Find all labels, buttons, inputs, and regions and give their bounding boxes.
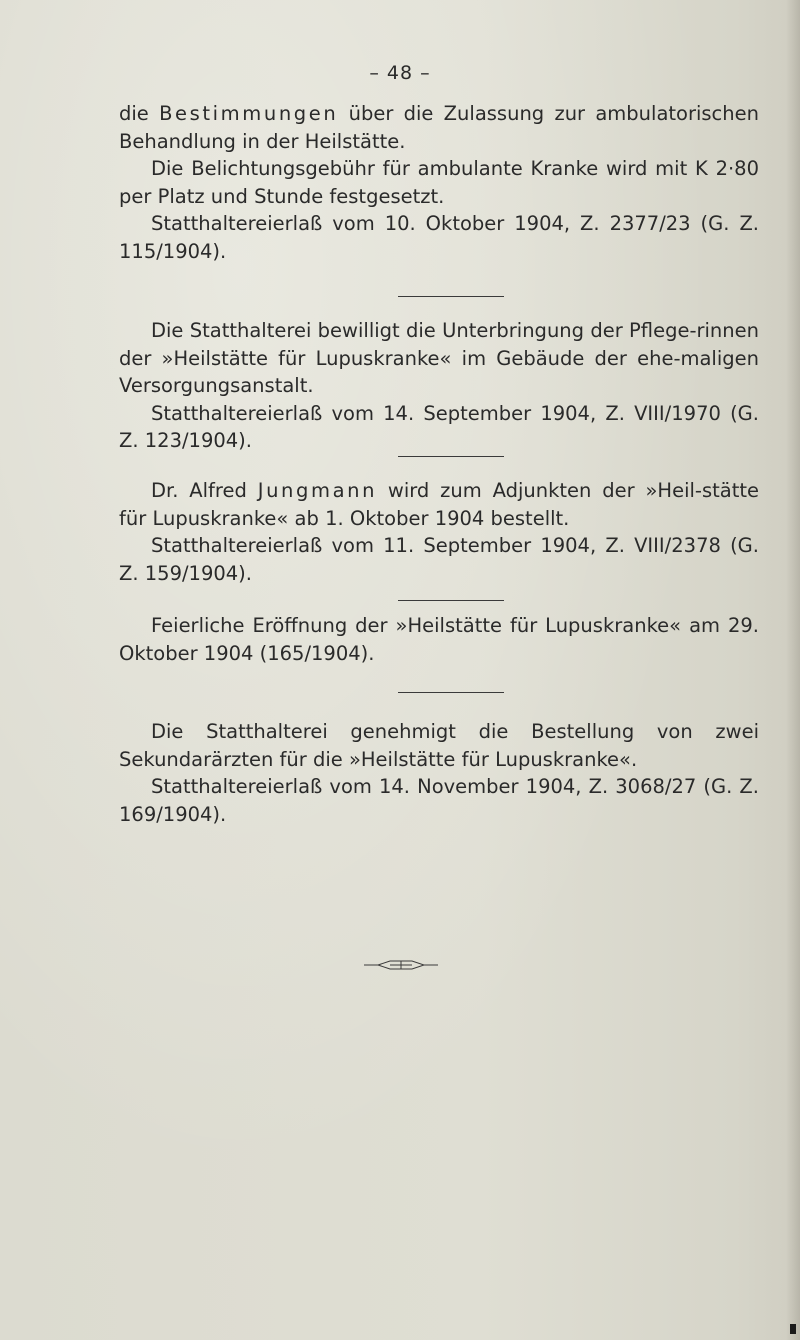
end-ornament-icon [364, 958, 438, 972]
paragraph-decree-reference: Statthaltereierlaß vom 14. November 1904, Z. 3068/27 (G. Z. 169/1904). [119, 775, 759, 826]
paragraph-regulations [119, 100, 759, 155]
text-segment: Dr. Alfred [151, 479, 258, 502]
page-edge-shadow [786, 0, 800, 1340]
section-secondary-physicians [119, 718, 759, 828]
paragraph-decree-reference: Statthaltereierlaß vom 10. Oktober 1904, Z. 2377/23 (G. Z. 115/1904). [119, 212, 759, 263]
paragraph-decree-reference: Statthaltereierlaß vom 11. September 1904, Z. VIII/2378 (G. Z. 159/1904). [119, 534, 759, 585]
text-segment: wird zum Adjunkten der »Heil-stätte für Lupuskranke« ab 1. Oktober 1904 bestellt. [119, 479, 759, 530]
section-adjunct-appointment [119, 477, 759, 587]
section-nurses-accommodation [119, 317, 759, 455]
paragraph-appointment [119, 477, 759, 532]
paragraph-accommodation: Die Statthalterei bewilligt die Unterbringung der Pflege-rinnen der »Heilstätte für Lupuskranke« im Gebäude der ehe-maligen Versorgungsanstalt. [119, 319, 759, 397]
section-ambulatory-treatment [119, 100, 759, 265]
section-divider [398, 692, 504, 693]
spaced-word-bestimmungen: Bestimmungen [159, 102, 339, 125]
paragraph-decree-reference: Statthaltereierlaß vom 14. September 1904, Z. VIII/1970 (G. Z. 123/1904). [119, 401, 759, 452]
scan-corner-mark [790, 1324, 796, 1334]
paragraph-fee: Die Belichtungsgebühr für ambulante Kranke wird mit K 2·80 per Platz und Stunde festgesetzt. [119, 157, 759, 208]
spaced-name-jungmann: Jungmann [257, 479, 378, 502]
paragraph-opening: Feierliche Eröffnung der »Heilstätte für Lupuskranke« am 29. Oktober 1904 (165/1904). [119, 614, 759, 665]
paragraph-physicians: Die Statthalterei genehmigt die Bestellung von zwei Sekundarärzten für die »Heilstätte für Lupuskranke«. [119, 720, 759, 771]
text-segment: die [119, 102, 160, 125]
text-segment: über die Zulassung zur ambulatorischen Behandlung in der Heilstätte. [119, 102, 759, 153]
section-divider [398, 600, 504, 601]
section-divider [398, 296, 504, 297]
page-number: – 48 – [369, 62, 431, 84]
section-divider [398, 456, 504, 457]
section-opening [119, 612, 759, 667]
